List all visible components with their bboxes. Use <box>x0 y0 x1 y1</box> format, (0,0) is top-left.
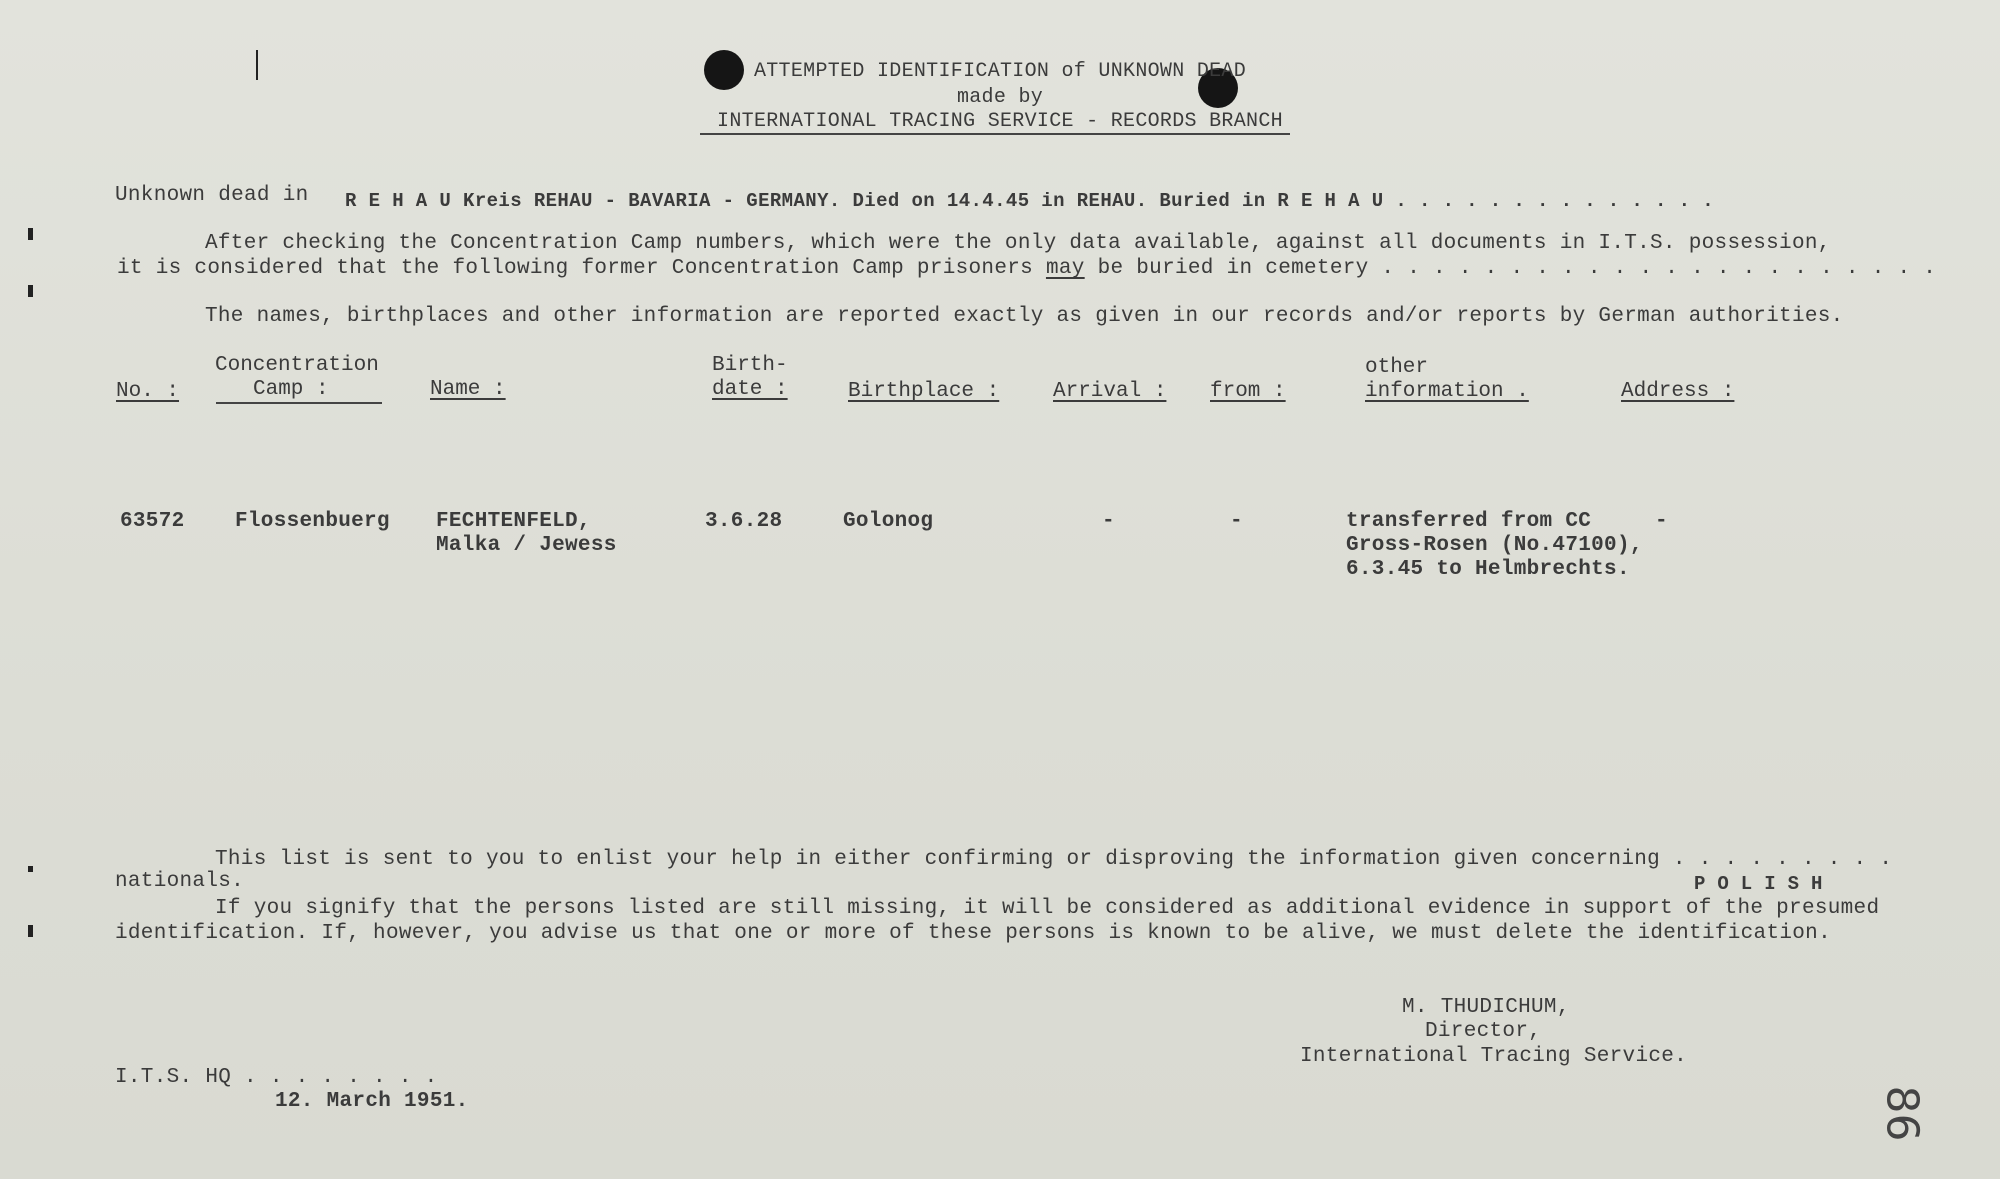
signature-title: Director, <box>1425 1020 1542 1043</box>
footer-p1: This list is sent to you to enlist your help in either confirming or disproving the information given concerning . . . . . . . . . <box>215 848 1893 871</box>
col-address: Address : <box>1621 380 1735 403</box>
margin-mark <box>28 925 33 937</box>
cell-name-2: Malka / Jewess <box>436 534 617 557</box>
cell-info-3: 6.3.45 to Helmbrechts. <box>1346 558 1630 581</box>
col-birthdate: date : <box>712 378 788 401</box>
intro-may: may <box>1045 257 1085 280</box>
intro-line-2 <box>117 257 1936 280</box>
col-other-top: other <box>1365 356 1429 379</box>
cell-info-2: Gross-Rosen (No.47100), <box>1346 534 1643 557</box>
intro-line-1: After checking the Concentration Camp numbers, which were the only data available, against all documents in I.T.S. possession, <box>205 232 1831 255</box>
col-from: from : <box>1210 380 1286 403</box>
burial-location: R E H A U Kreis REHAU - BAVARIA - GERMANY. Died on 14.4.45 in REHAU. Buried in R E H A U . . . . . . . . . . . . . . <box>345 190 1715 212</box>
cell-name-1: FECHTENFELD, <box>436 510 591 533</box>
signature-org: International Tracing Service. <box>1300 1045 1688 1068</box>
margin-mark <box>28 285 33 297</box>
cell-from: - <box>1230 510 1243 533</box>
col-other: information . <box>1365 380 1529 403</box>
col-name: Name : <box>430 378 506 401</box>
title-underline <box>700 133 1290 135</box>
col-arrival: Arrival : <box>1053 380 1167 403</box>
cell-no: 63572 <box>120 510 185 533</box>
margin-mark <box>28 866 33 872</box>
made-by-label: made by <box>956 86 1044 109</box>
dateline-place: I.T.S. HQ . . . . . . . . <box>115 1066 438 1089</box>
camp-underline <box>216 402 382 404</box>
cell-address: - <box>1655 510 1668 533</box>
unknown-dead-label: Unknown dead in <box>115 184 309 207</box>
cell-birthdate: 3.6.28 <box>705 510 783 533</box>
intro-line-2a: it is considered that the following former Concentration Camp prisoners <box>117 257 1034 280</box>
document-title: ATTEMPTED IDENTIFICATION of UNKNOWN DEAD <box>753 60 1247 83</box>
margin-mark <box>28 228 33 240</box>
page-number: 86 <box>1876 1085 1928 1142</box>
cell-camp: Flossenbuerg <box>235 510 390 533</box>
footer-p1-nationals: nationals. <box>115 870 245 893</box>
organization-title: INTERNATIONAL TRACING SERVICE - RECORDS BRANCH <box>717 110 1283 133</box>
col-birthplace: Birthplace : <box>848 380 1000 403</box>
footer-p2-b: identification. If, however, you advise us that one or more of these persons is known to be alive, we must delete the identification. <box>115 922 1831 945</box>
margin-mark <box>256 50 258 80</box>
intro-line-3: The names, birthplaces and other information are reported exactly as given in our records and/or reports by German authorities. <box>205 305 1844 328</box>
cell-info-1: transferred from CC <box>1346 510 1592 533</box>
cell-birthplace: Golonog <box>843 510 934 533</box>
intro-line-2b: be buried in cemetery . . . . . . . . . . . . . . . . . . . . . . <box>1097 257 1937 280</box>
col-birthdate-top: Birth- <box>712 354 788 377</box>
footer-p2-a: If you signify that the persons listed are still missing, it will be considered as additional evidence in support of the presumed <box>215 897 1880 920</box>
col-camp: Camp : <box>253 378 329 401</box>
cell-arrival: - <box>1102 510 1115 533</box>
dateline-date: 12. March 1951. <box>275 1090 469 1113</box>
nationality: P O L I S H <box>1694 873 1823 895</box>
signature-name: M. THUDICHUM, <box>1402 996 1570 1019</box>
col-camp-top: Concentration <box>215 354 379 377</box>
col-no: No. : <box>116 380 180 403</box>
